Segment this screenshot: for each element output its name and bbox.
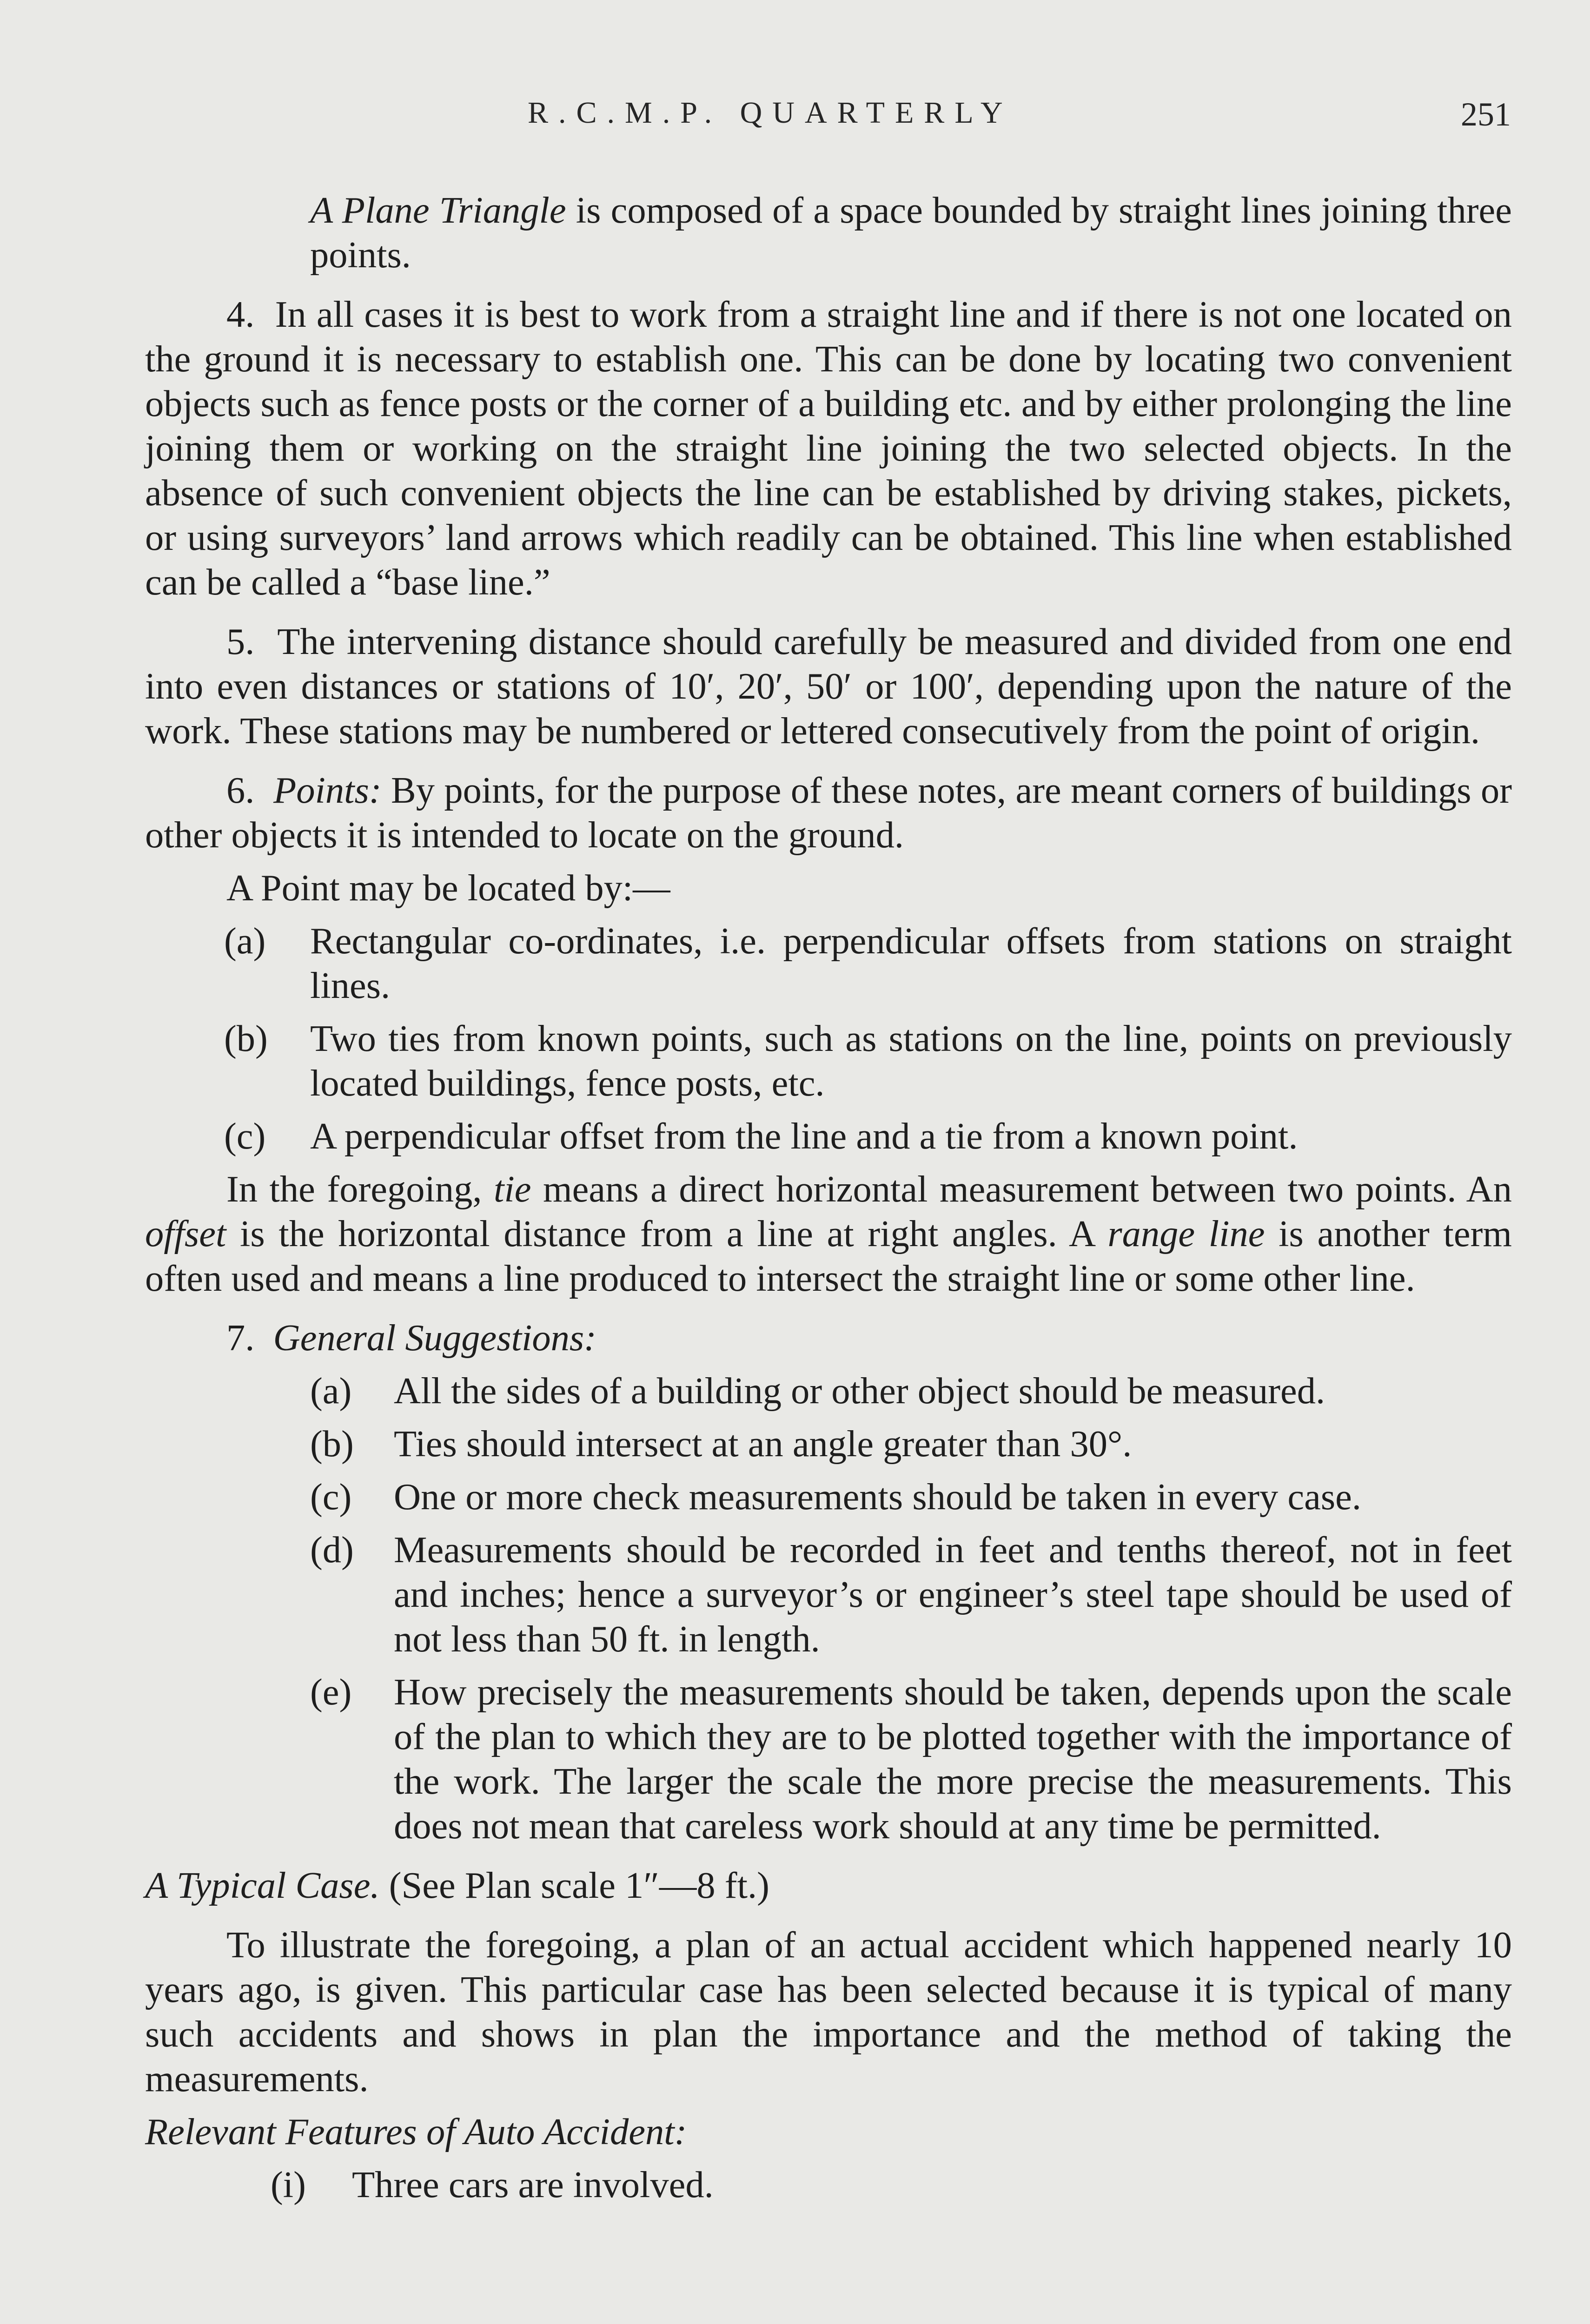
list-item-label: (b) <box>224 1018 268 1059</box>
page-header <box>0 95 1590 142</box>
paragraph-6-text: By points, for the purpose of these notes, are meant corners of buildings or other objects it is intended to locate on the ground. <box>145 770 1512 856</box>
list-item-label: (e) <box>310 1671 352 1713</box>
relevant-heading <box>145 2110 1512 2154</box>
typical-case-heading <box>145 1863 1512 1908</box>
def-text-1: In the foregoing, <box>226 1169 494 1210</box>
def-text-2: means a direct horizontal measurement between two points. An <box>531 1169 1512 1210</box>
paragraph-4 <box>145 292 1512 605</box>
paragraph-7-number: 7. <box>226 1317 255 1359</box>
paragraph-6 <box>145 768 1512 858</box>
list-item <box>145 1369 1512 1413</box>
list-item-text: Ties should intersect at an angle greater than 30°. <box>394 1423 1132 1465</box>
list-item <box>145 1670 1512 1849</box>
list-item-label: (a) <box>310 1370 352 1412</box>
list-item <box>145 2163 1512 2207</box>
def-text-4: is another term often used and means a line produced to intersect the straight line or some other line. <box>145 1213 1512 1299</box>
paragraph-6-term: Points: <box>273 770 382 811</box>
paragraph-5-number: 5. <box>226 621 255 662</box>
paragraph-6-lead <box>145 866 1512 911</box>
def-range-line: range line <box>1107 1213 1265 1254</box>
list-item <box>145 919 1512 1008</box>
paragraph-5-text: The intervening distance should carefully be measured and divided from one end into even distances or stations of 10′, 20′, 50′ or 100′, depending upon the nature of the work. These stations may be numbered or lettered consecutively from the point of origin. <box>145 621 1512 752</box>
def-text-3: is the horizontal distance from a line at right angles. A <box>226 1213 1108 1254</box>
list-item-text: One or more check measurements should be taken in every case. <box>394 1476 1362 1518</box>
body-text <box>145 188 1512 2207</box>
list-item-text: A perpendicular offset from the line and a tie from a known point. <box>310 1116 1298 1157</box>
list-item <box>145 1114 1512 1159</box>
list-item-label: (c) <box>224 1116 266 1157</box>
list-item <box>145 1475 1512 1519</box>
intro-paragraph <box>145 188 1512 277</box>
intro-term: A Plane Triangle <box>310 190 566 231</box>
typical-case-paragraph <box>145 1923 1512 2101</box>
list-item-text: Measurements should be recorded in feet and tenths thereof, not in feet and inches; hence a surveyor’s or engineer’s steel tape should be used of not less than 50 ft. in length. <box>394 1529 1512 1660</box>
list-item <box>145 1528 1512 1662</box>
def-tie: tie <box>494 1169 531 1210</box>
intro-text: is composed of a space bounded by straight lines joining three points. <box>310 190 1512 276</box>
paragraph-6-number: 6. <box>226 770 255 811</box>
relevant-title: Relevant Features of Auto Accident: <box>145 2111 687 2152</box>
page-number: 251 <box>1461 96 1511 133</box>
paragraph-7-heading <box>145 1316 1512 1360</box>
list-item-text: Two ties from known points, such as stations on the line, points on previously located buildings, fence posts, etc. <box>310 1018 1512 1104</box>
list-item-label: (c) <box>310 1476 352 1518</box>
list-item <box>145 1422 1512 1466</box>
list-item-text: Rectangular co-ordinates, i.e. perpendicular offsets from stations on straight lines. <box>310 920 1512 1006</box>
paragraph-4-number: 4. <box>226 294 255 335</box>
paragraph-4-text: In all cases it is best to work from a straight line and if there is not one located on the ground it is necessary to establish one. This can be done by locating two convenient objects such as fence posts or the corner of a building etc. and by either prolonging the line joining them or working on the straight line joining the two selected objects. In the absence of such convenient objects the line can be established by driving stakes, pickets, or using surveyors’ land arrows which readily can be obtained. This line when established can be called a “base line.” <box>145 294 1512 603</box>
running-head: R.C.M.P. QUARTERLY <box>528 96 1013 130</box>
paragraph-7-term: General Suggestions: <box>273 1317 596 1359</box>
list-item-text: Three cars are involved. <box>352 2164 714 2205</box>
def-offset: offset <box>145 1213 226 1254</box>
list-item <box>145 1017 1512 1106</box>
list-item-label: (b) <box>310 1423 354 1465</box>
typical-case-text: To illustrate the foregoing, a plan of an actual accident which happened nearly 10 years ago, is given. This particular case has been selected because it is typical of many such accidents and shows in plan the importance and the method of taking the measurements. <box>145 1924 1512 2100</box>
list-item-text: How precisely the measurements should be taken, depends upon the scale of the plan to which they are to be plotted together with the importance of the work. The larger the scale the more precise the measurements. This does not mean that careless work should at any time be permitted. <box>394 1671 1512 1847</box>
paragraph-6-lead-text: A Point may be located by:— <box>226 867 670 909</box>
list-item-label: (i) <box>271 2164 306 2205</box>
typical-case-note: (See Plan scale 1″—8 ft.) <box>379 1865 769 1906</box>
list-item-label: (d) <box>310 1529 354 1571</box>
paragraph-5 <box>145 620 1512 753</box>
definitions-paragraph <box>145 1167 1512 1301</box>
list-item-text: All the sides of a building or other object should be measured. <box>394 1370 1325 1412</box>
typical-case-title: A Typical Case. <box>145 1865 380 1906</box>
list-item-label: (a) <box>224 920 266 962</box>
